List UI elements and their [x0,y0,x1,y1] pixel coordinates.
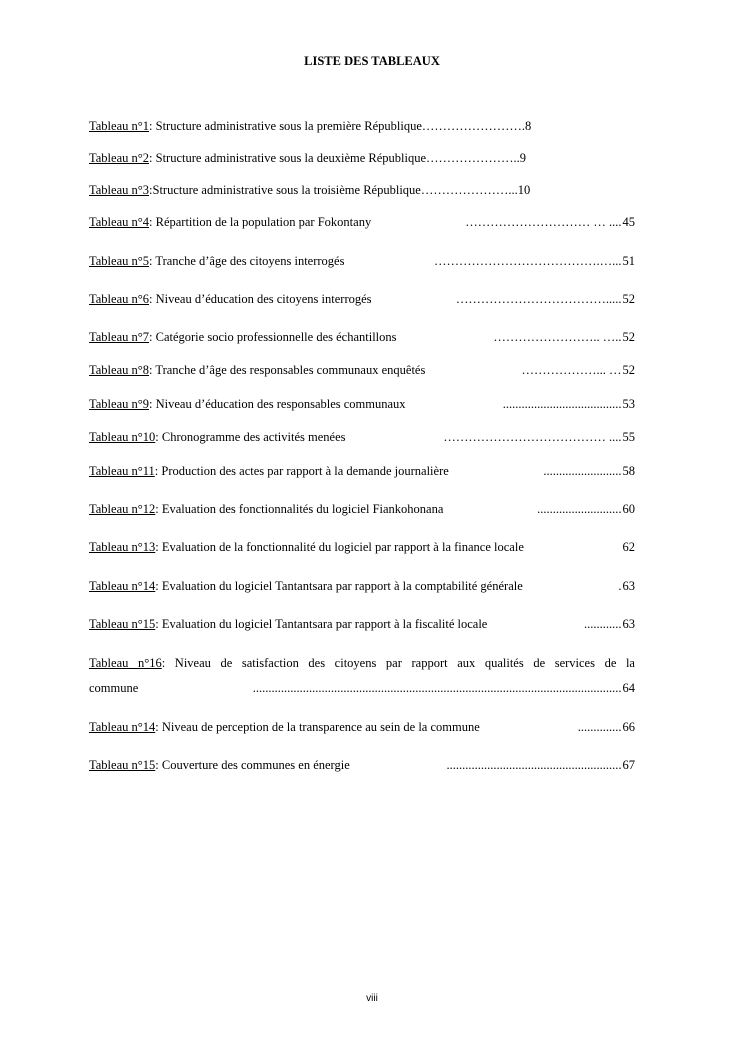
entry-page: 45 [622,215,635,229]
entry-leader: …………………….. ….. [493,330,622,344]
entry-text: : Evaluation du logiciel Tantantsara par rapport à la fiscalité locale [155,617,488,631]
list-item[interactable] [89,119,635,134]
entry-text: : Tranche d’âge des responsables communaux enquêtés [149,363,426,377]
entry-leader: . [618,579,622,593]
entry-text: : Couverture des communes en énergie [155,758,350,772]
entry-text: : Niveau de satisfaction des citoyens par rapport aux qualités de services de la [161,656,635,670]
page-number: viii [366,993,378,1004]
entry-text: : Tranche d’âge des citoyens interrogés [149,254,345,268]
list-item-continuation [89,681,635,696]
entry-page: 66 [622,720,635,734]
list-item[interactable] [89,151,635,166]
entry-text: : Niveau d’éducation des responsables communaux [149,397,406,411]
entry-text: : Evaluation de la fonctionnalité du logiciel par rapport à la finance locale [155,540,524,554]
entry-text: : Répartition de la population par Fokontany [149,215,372,229]
entry-leader: ………………... … [521,363,622,377]
entry-leader: ........................................................ [446,758,622,772]
entry-leader: ………………….. [426,151,520,165]
entry-page: 58 [622,464,635,478]
entry-leader: …………………... [420,183,518,197]
entry-page: 52 [622,330,635,344]
list-item[interactable] [89,502,635,517]
list-item[interactable] [89,397,635,412]
list-item[interactable] [89,758,635,773]
entry-label[interactable]: Tableau n°15 [89,617,156,631]
entry-label[interactable]: Tableau n°10 [89,430,156,444]
entry-page: 52 [622,292,635,306]
entry-page: 51 [622,254,635,268]
entry-label[interactable]: Tableau n°12 [89,502,156,516]
entry-label[interactable]: Tableau n°14 [89,720,156,734]
entry-text: : Structure administrative sous la première République [149,119,422,133]
list-item[interactable] [89,183,635,198]
entry-leader: ......................... [543,464,622,478]
entry-leader: ………………………………… .... [443,430,622,444]
entry-leader: ...................................... [502,397,622,411]
entry-label[interactable]: Tableau n°15 [89,758,156,772]
entry-text: : Catégorie socio professionnelle des échantillons [149,330,397,344]
entry-leader: ...................................................................................................................... [252,681,622,695]
entry-leader: ………………………… … .... [465,215,622,229]
list-item[interactable] [89,254,635,269]
list-item[interactable] [89,292,635,307]
list-item[interactable] [89,330,635,345]
entry-page: 64 [622,681,635,695]
entry-label[interactable]: Tableau n°8 [89,363,150,377]
entry-label[interactable]: Tableau n°16 [89,656,162,670]
list-item[interactable] [89,363,635,378]
entry-page: 8 [525,119,532,133]
entry-page: 62 [622,540,635,554]
entry-page: 52 [622,363,635,377]
entry-text: : Niveau d’éducation des citoyens interrogés [149,292,372,306]
entry-page: 67 [622,758,635,772]
entry-label[interactable]: Tableau n°5 [89,254,150,268]
entry-leader: .............. [577,720,622,734]
entry-page: 63 [622,579,635,593]
entry-page: 55 [622,430,635,444]
entry-leader: ………………………………….…... [434,254,622,268]
entry-page: 9 [519,151,527,165]
entry-label[interactable]: Tableau n°13 [89,540,156,554]
list-item[interactable] [89,215,635,230]
entry-text: : Evaluation du logiciel Tantantsara par rapport à la comptabilité générale [155,579,523,593]
page-title: LISTE DES TABLEAUX [304,54,440,68]
entry-text: : Structure administrative sous la deuxième République [149,151,427,165]
entry-leader: ........................... [537,502,622,516]
entry-label[interactable]: Tableau n°4 [89,215,150,229]
entry-text: : Chronogramme des activités menées [155,430,346,444]
list-item[interactable] [89,720,635,735]
list-item[interactable] [89,464,635,479]
entry-page: 53 [622,397,635,411]
list-item[interactable] [89,540,635,555]
entry-label[interactable]: Tableau n°14 [89,579,156,593]
entry-label[interactable]: Tableau n°1 [89,119,150,133]
entry-label[interactable]: Tableau n°3 [89,183,150,197]
entry-leader: ……………………. [421,119,525,133]
entry-label[interactable]: Tableau n°2 [89,151,150,165]
list-item[interactable] [89,579,635,594]
entry-label[interactable]: Tableau n°7 [89,330,150,344]
entry-leader: ………………………………..... [455,292,622,306]
list-item[interactable] [89,430,635,445]
entry-text: : Evaluation des fonctionnalités du logiciel Fiankohonana [155,502,444,516]
list-item[interactable] [89,656,635,671]
entry-label[interactable]: Tableau n°11 [89,464,155,478]
list-item[interactable] [89,617,635,632]
entry-leader: ............ [584,617,622,631]
entry-page: 10 [517,183,531,197]
entry-text: : Niveau de perception de la transparence au sein de la commune [155,720,480,734]
entry-text: : Production des actes par rapport à la demande journalière [154,464,449,478]
entry-page: 60 [622,502,635,516]
entry-label[interactable]: Tableau n°9 [89,397,150,411]
entry-page: 63 [622,617,635,631]
entry-text: :Structure administrative sous la troisième République [149,183,421,197]
entry-label[interactable]: Tableau n°6 [89,292,150,306]
entry-text-continued: commune [89,681,139,695]
